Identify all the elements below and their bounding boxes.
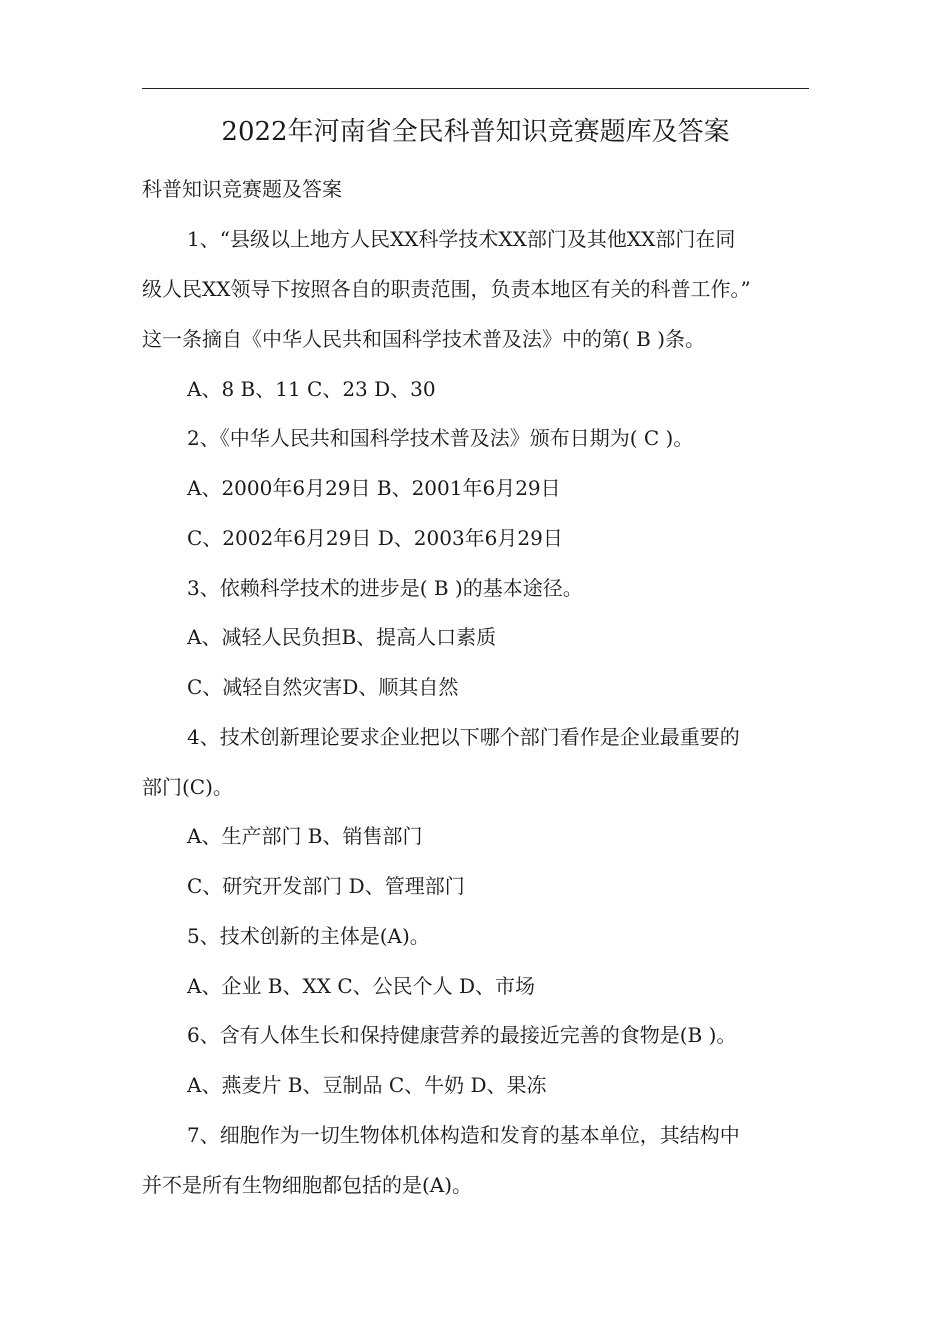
question-7-line-2: 并不是所有生物细胞都包括的是(A)。 bbox=[142, 1173, 473, 1197]
question-2-options-2: C、2002年6月29日 D、2003年6月29日 bbox=[187, 526, 563, 550]
question-4-line-1: 4、技术创新理论要求企业把以下哪个部门看作是企业最重要的 bbox=[187, 725, 740, 749]
question-4-line-2: 部门(C)。 bbox=[142, 775, 233, 799]
question-3: 3、依赖科学技术的进步是( B )的基本途径。 bbox=[187, 576, 583, 600]
subtitle: 科普知识竞赛题及答案 bbox=[142, 177, 342, 201]
question-1-line-1: 1、“县级以上地方人民XX科学技术XX部门及其他XX部门在同 bbox=[187, 227, 736, 251]
question-4-options-2: C、研究开发部门 D、管理部门 bbox=[187, 874, 465, 898]
question-4-options-1: A、生产部门 B、销售部门 bbox=[187, 824, 423, 848]
question-1-options: A、8 B、11 C、23 D、30 bbox=[187, 377, 436, 401]
question-3-options-1: A、减轻人民负担B、提高人口素质 bbox=[187, 625, 497, 649]
question-2-options-1: A、2000年6月29日 B、2001年6月29日 bbox=[187, 476, 561, 500]
question-5-options: A、企业 B、XX C、公民个人 D、市场 bbox=[187, 974, 536, 998]
question-6-options: A、燕麦片 B、豆制品 C、牛奶 D、果冻 bbox=[187, 1073, 547, 1097]
question-3-options-2: C、减轻自然灾害D、顺其自然 bbox=[187, 675, 459, 699]
question-1-line-3: 这一条摘自《中华人民共和国科学技术普及法》中的第( B )条。 bbox=[142, 327, 706, 351]
question-5: 5、技术创新的主体是(A)。 bbox=[187, 924, 430, 948]
question-6: 6、含有人体生长和保持健康营养的最接近完善的食物是(B )。 bbox=[187, 1023, 737, 1047]
question-2: 2、《中华人民共和国科学技术普及法》颁布日期为( C )。 bbox=[187, 426, 694, 450]
page-title: 2022年河南省全民科普知识竞赛题库及答案 bbox=[221, 117, 730, 147]
header-rule bbox=[142, 88, 809, 89]
question-1-line-2: 级人民XX领导下按照各自的职责范围，负责本地区有关的科普工作。” bbox=[142, 277, 751, 301]
question-7-line-1: 7、细胞作为一切生物体机体构造和发育的基本单位，其结构中 bbox=[187, 1123, 740, 1147]
